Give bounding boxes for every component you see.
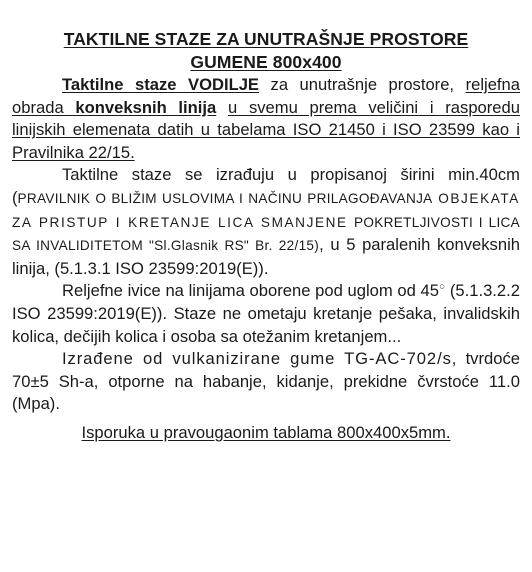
edges-text-2: (5.1.3.2.2 ISO 23599:2019(E)). Staze ne ometaju kretanje pešaka, invalidskih kolica, dečijih kolica i osoba sa otežanim kretanjem... [12, 281, 520, 346]
paragraph-material [12, 348, 520, 416]
material-text-2: tvrdoće 70±5 Sh-a, otporne na habanje, kidanje, prekidne čvrstoće 11.0 (Mpa). [12, 349, 520, 414]
material-text-1: Izrađene od vulkanizirane gume TG-AC-702/s, [62, 349, 458, 369]
delivery-note: Isporuka u pravougaonim tablama 800x400x5mm. [81, 422, 451, 442]
intro-text-3 [216, 98, 228, 117]
lead-phrase: Taktilne staze VODILJE [62, 75, 260, 94]
title-line-2: GUMENE 800x400 [190, 52, 342, 72]
intro-text-2: reljefna obrada [12, 75, 520, 117]
standards-reference: u svemu prema veličini i rasporedu linijskih elemenata datih u tabelama ISO 21450 i ISO 23599 kao i Pravilnika 22/15. [12, 97, 520, 162]
regulation-name-2: OBJEKATA ZA PRISTUP I KRETANJE LICA SMANJENE [12, 190, 520, 230]
edges-text-1: Reljefne ivice na linijama oborene pod uglom od 45 [62, 281, 439, 301]
title-line-1: TAKTILNE STAZE ZA UNUTRAŠNJE PROSTORE [63, 29, 469, 49]
width-text-1: Taktilne staze se izrađuju u propisanoj širini min.40cm ( [12, 165, 520, 207]
regulation-name-1: PRAVILNIK O BLIŽIM USLOVIMA I NAČINU PRILAGOĐAVANJA [17, 190, 433, 206]
document-title [12, 28, 520, 74]
regulation-name-3: POKRETLJIVOSTI I LICA SA INVALIDITETOM "Sl.Glasnik RS" Br. 22/15) [12, 214, 520, 254]
paragraph-edges [12, 280, 520, 348]
convex-lines-phrase: konveksnih linija [75, 97, 217, 117]
width-text-2: , u 5 paralenih konveksnih linija, (5.1.3.1 ISO 23599:2019(E)). [12, 235, 520, 278]
degree-symbol: ○ [438, 281, 446, 293]
paragraph-width [12, 164, 520, 280]
paragraph-intro [12, 74, 520, 164]
intro-text-1: za unutrašnje prostore, [259, 75, 466, 94]
